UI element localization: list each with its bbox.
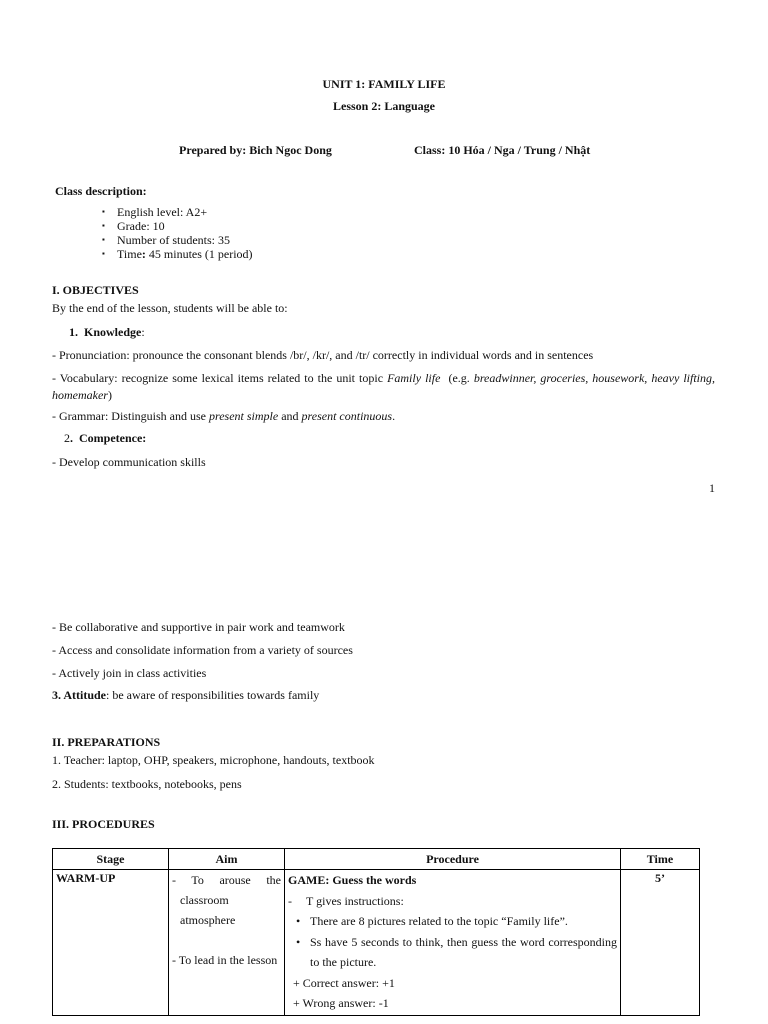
- objectives-intro: By the end of the lesson, students will be able to:: [52, 301, 288, 315]
- attitude-objective: 3. Attitude: be aware of responsibilities towards family: [52, 688, 320, 702]
- objectives-heading: I. OBJECTIVES: [52, 283, 139, 297]
- lesson-title: Lesson 2: Language: [332, 99, 436, 113]
- table-header-row: [53, 849, 700, 870]
- competence-item: - Be collaborative and supportive in pair work and teamwork: [52, 620, 345, 634]
- list-item: ▪ English level: A2+: [117, 205, 253, 219]
- class-info: [414, 143, 590, 158]
- preparations-teacher: 1. Teacher: laptop, OHP, speakers, microphone, handouts, textbook: [52, 753, 375, 767]
- class-description-list: [100, 205, 253, 261]
- vocabulary-objective: - Vocabulary: recognize some lexical items related to the unit topic Family life (e.g. breadwinner, groceries, housework, heavy lifting, homemaker): [52, 371, 715, 402]
- scoring-wrong: + Wrong answer: -1: [293, 996, 389, 1010]
- procedures-table: [52, 848, 700, 1016]
- procedures-heading: III. PROCEDURES: [52, 817, 155, 831]
- list-item: • There are 8 pictures related to the topic “Family life”.: [288, 911, 617, 932]
- competence-item: - Access and consolidate information from a variety of sources: [52, 643, 353, 657]
- column-header-procedure: Procedure: [285, 849, 621, 870]
- page-number: 1: [709, 481, 715, 495]
- list-item: ▪ Grade: 10: [117, 219, 253, 233]
- prepared-by-name: Bich Ngoc Dong: [249, 143, 332, 157]
- column-header-time: Time: [621, 849, 700, 870]
- pronunciation-objective: - Pronunciation: pronounce the consonant blends /br/, /kr/, and /tr/ correctly in individual words and in sentences: [52, 348, 594, 362]
- instructions-line: - T gives instructions:: [288, 893, 404, 908]
- unit-title: UNIT 1: FAMILY LIFE: [322, 77, 446, 91]
- competence-item: - Develop communication skills: [52, 455, 206, 469]
- class-description-heading: Class description:: [55, 184, 147, 198]
- competence-item: - Actively join in class activities: [52, 666, 207, 680]
- class-value: 10 Hóa / Nga / Trung / Nhật: [448, 143, 591, 157]
- list-item: • Ss have 5 seconds to think, then guess the word corresponding to the picture.: [288, 932, 617, 973]
- prepared-by: [179, 143, 332, 158]
- preparations-students: 2. Students: textbooks, notebooks, pens: [52, 777, 242, 791]
- time-cell: 5’: [621, 870, 700, 1016]
- class-label: Class:: [414, 143, 446, 157]
- column-header-stage: Stage: [53, 849, 169, 870]
- list-item: ▪ Number of students: 35: [117, 233, 253, 247]
- procedure-cell: [285, 870, 621, 1016]
- knowledge-heading: 1. Knowledge:: [69, 325, 145, 339]
- preparations-heading: II. PREPARATIONS: [52, 735, 161, 749]
- competence-heading: 2. Competence:: [64, 431, 147, 445]
- prepared-by-label: Prepared by:: [179, 143, 247, 157]
- aim-cell: - To arouse the classroom atmosphere - To lead in the lesson: [169, 870, 285, 1016]
- table-row: [53, 870, 700, 1016]
- list-item: ▪ Time: 45 minutes (1 period): [117, 247, 253, 261]
- grammar-objective: - Grammar: Distinguish and use present simple and present continuous.: [52, 409, 396, 423]
- scoring-correct: + Correct answer: +1: [293, 975, 395, 990]
- game-title: GAME: Guess the words: [288, 873, 417, 887]
- stage-cell: WARM-UP: [53, 870, 169, 1016]
- column-header-aim: Aim: [169, 849, 285, 870]
